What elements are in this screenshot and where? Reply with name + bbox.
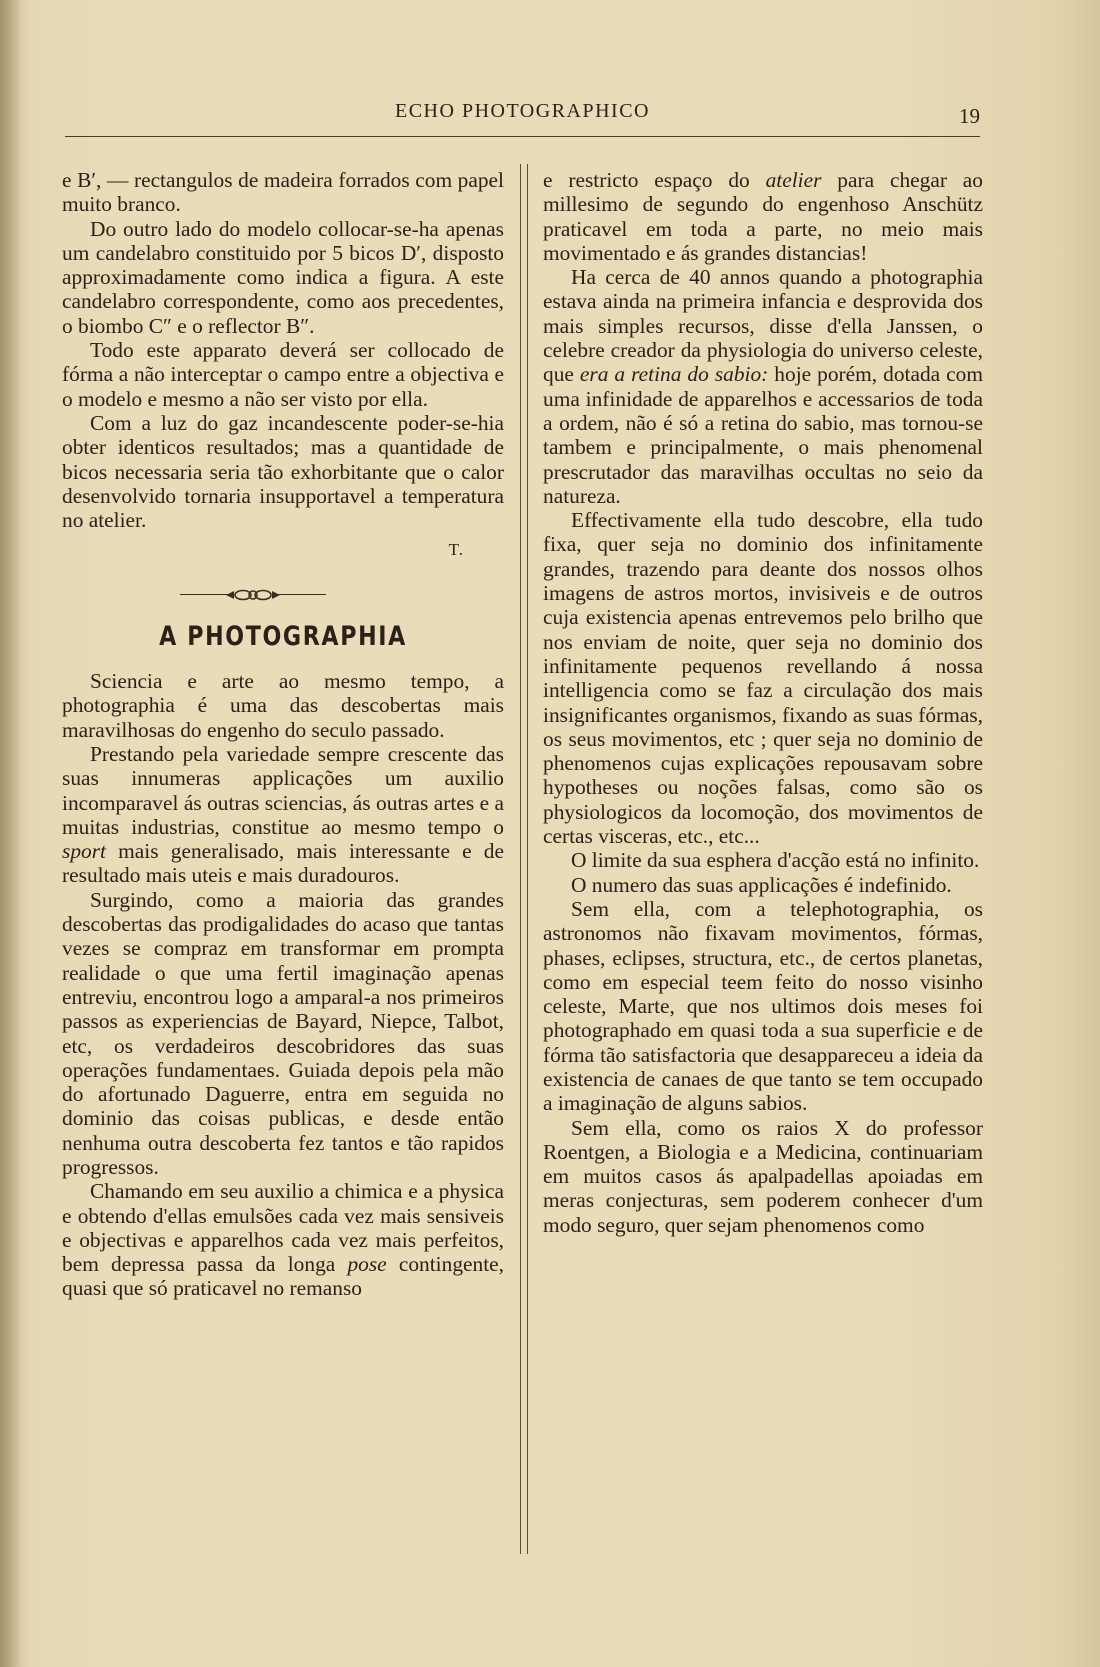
paragraph: Prestando pela variedade sempre crescente das suas innumeras applicações um auxilio incomparavel ás outras sciencias, ás outras artes e a muitas industrias, constitue ao mesmo tempo o sport mais generalisado, mais interessante e de resultado mais uteis e mais duradouros. — [62, 741, 504, 888]
paragraph: O limite da sua esphera d'acção está no infinito. — [571, 848, 980, 873]
section-title: A PHOTOGRAPHIA — [159, 620, 407, 652]
paragraph: Effectivamente ella tudo descobre, ella tudo fixa, quer seja no dominio dos infinitamente grandes, trazendo para deante dos nossos olhos imagens de astros mortos, invisiveis e de outros cuja existencia apenas entrevemos pelo brilho que nos enviam de noite, quer seja no dominio dos infinitamente pequenos revellando á nossa intelligencia como se faz a circulação dos mais insignificantes organismos, fixando as suas fórmas, os seus movimentos, etc ; quer seja no dominio de phenomenos cujas explicações repousavam sobre hypotheses ou noções falsas, como são os physiologicos da locomoção, dos movimentos de certas visceras, etc., etc... — [543, 508, 983, 849]
paragraph: Todo este apparato deverá ser collocado de fórma a não interceptar o campo entre a objectiva e o modelo e mesmo a não ser visto por ella. — [62, 338, 504, 411]
left-column — [62, 168, 504, 1301]
italic-word: pose — [347, 1252, 387, 1277]
paragraph: Ha cerca de 40 annos quando a photographia estava ainda na primeira infancia e desprovida dos mais simples recursos, disse d'ella Janssen, o celebre creador da physiologia do universo celeste, que era a retina do sabio: hoje porém, dotada com uma infinidade de apparelhos e accessarios de toda a ordem, não é só a retina do sabio, mas tornou-se tambem e principalmente, o mais phenomenal prescrutador das maravilhas occultas no seio da natureza. — [543, 265, 983, 508]
spine-shadow — [0, 0, 22, 1667]
paragraph: Com a luz do gaz incandescente poder-se-hia obter identicos resultados; mas a quantidade de bicos necessaria seria tão exhorbitante que o calor desenvolvido tornaria insupportavel a temperatura no atelier. — [62, 410, 504, 533]
paragraph: O numero das suas applicações é indefinido. — [571, 872, 952, 897]
italic-word: sport — [62, 839, 106, 864]
ornament-icon — [226, 589, 280, 601]
paragraph: Sciencia e arte ao mesmo tempo, a photographia é uma das descobertas mais maravilhosas do engenho do seculo passado. — [62, 669, 504, 742]
paragraph: Chamando em seu auxilio a chimica e a physica e obtendo d'ellas emulsões cada vez mais sensiveis e objectivas e apparelhos cada vez mais perfeitos, bem depressa passa da longa pose contingente, quasi que só praticavel no remanso — [62, 1179, 504, 1301]
right-column — [543, 168, 983, 1237]
author-signature: T. — [448, 540, 464, 560]
column-divider — [520, 164, 528, 1554]
paragraph: e restricto espaço do atelier para chegar ao millesimo de segundo do engenhoso Anschütz praticavel em toda a parte, no meio mais movimentado e ás grandes distancias! — [543, 168, 983, 265]
page-number: 19 — [959, 104, 980, 128]
italic-quote: era a retina do sabio: — [579, 362, 769, 387]
running-head — [65, 96, 980, 137]
paragraph: Do outro lado do modelo collocar-se-ha apenas um candelabro constituido por 5 bicos D′, disposto approximadamente como indica a figura. A este candelabro correspondente, como aos precedentes, o biombo C″ e o reflector B″. — [62, 216, 504, 338]
paragraph: Surgindo, como a maioria das grandes descobertas das prodigalidades do acaso que tantas vezes se compraz em transformar em prompta realidade o que uma fertil imaginação apenas entreviu, encontrou logo a amparal-a nos primeiros passos as experiencias de Bayard, Niepce, Talbot, etc, os verdadeiros descobridores das suas operações fundamentaes. Guiada depois pela mão do afortunado Daguerre, entra em seguida no dominio das coisas publicas, e desde então nenhuma outra descoberta fez tantos e tão rapidos progressos. — [62, 887, 504, 1179]
paragraph: Sem ella, com a telephotographia, os astronomos não fixavam movimentos, fórmas, phases, eclipses, structura, etc., de certos planetas, como em especial teem feito do nosso visinho celeste, Marte, que nos ultimos dois meses foi photographado em quasi toda a sua superficie e de fórma tão satisfactoria que desappareceu a ideia da existencia de canaes de que tanto se tem occupado a imaginação de alguns sabios. — [543, 896, 983, 1116]
running-title: ECHO PHOTOGRAPHICO — [395, 100, 650, 122]
paragraph: Sem ella, como os raios X do professor Roentgen, a Biologia e a Medicina, continuariam em muitos casos ás apalpadellas apoiadas em meras conjecturas, sem poderem conhecer d'um modo seguro, quer sejam phenomenos como — [543, 1115, 983, 1237]
section-ornament — [62, 589, 504, 601]
italic-word: atelier — [765, 168, 822, 192]
paragraph: e B′, — rectangulos de madeira forrados com papel muito branco. — [62, 168, 504, 217]
